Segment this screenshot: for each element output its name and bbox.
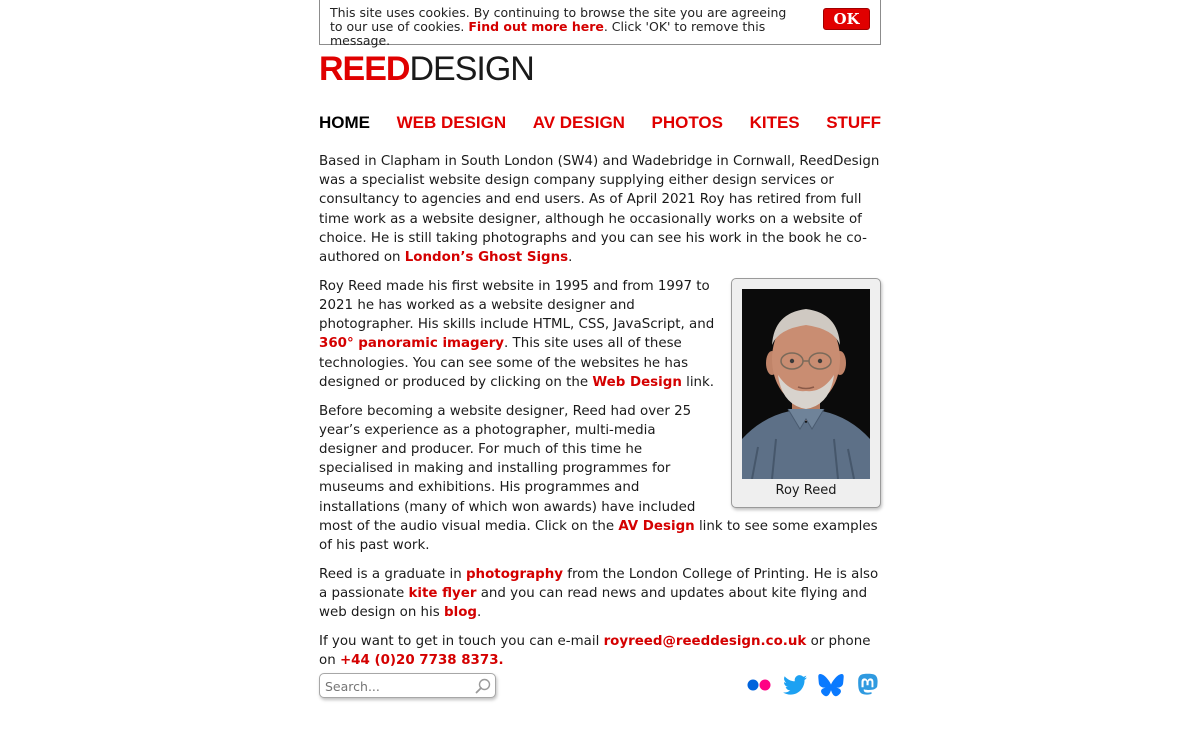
portrait-photo: [742, 289, 870, 479]
nav-av-design[interactable]: AV DESIGN: [532, 113, 625, 132]
kite-flyer-link[interactable]: kite flyer: [408, 586, 477, 602]
page: [319, 0, 881, 670]
bio-paragraph: Roy Reed made his first website in 1995 and from 1997 to 2021 he has worked as a website designer and photographer. His skills include HTML, CSS, JavaScript, and 360° panoramic imagery. This site uses all of these technologies. You can see some of the websites he has designed or produced by clicking on the Web Design link.: [319, 278, 715, 390]
photography-link[interactable]: photography: [465, 566, 563, 582]
nav-web-design[interactable]: WEB DESIGN: [396, 113, 507, 132]
twitter-icon: [781, 671, 809, 699]
flickr-icon: [745, 671, 773, 699]
search-input[interactable]: [325, 675, 475, 697]
web-design-link[interactable]: Web Design: [592, 374, 682, 390]
nav-home[interactable]: HOME: [319, 113, 370, 132]
cookie-text-after: . Click 'OK' to remove this message.: [330, 19, 766, 48]
search-box: [319, 673, 496, 698]
bluesky-link[interactable]: [817, 671, 845, 699]
bluesky-icon: [817, 671, 845, 699]
main-content: [319, 152, 881, 670]
nav-kites[interactable]: KITES: [749, 113, 800, 132]
logo-reed: REED: [319, 50, 410, 88]
nav-photos[interactable]: PHOTOS: [651, 113, 723, 132]
cookie-more-link[interactable]: Find out more here: [468, 19, 604, 34]
portrait-frame: [731, 278, 881, 508]
mastodon-icon: [853, 671, 881, 699]
contact-paragraph: If you want to get in touch you can e-mail royreed@reeddesign.co.uk or phone on +44 (0)20 7738 8373.: [319, 634, 871, 669]
ghost-signs-link[interactable]: London’s Ghost Signs: [404, 250, 569, 266]
nav-stuff[interactable]: STUFF: [826, 113, 881, 132]
mastodon-link[interactable]: [853, 671, 881, 699]
social-links: [745, 671, 881, 699]
history-paragraph: Before becoming a website designer, Reed had over 25 year’s experience as a photographer, multi-media designer and producer. For much of this time he specialised in making and installing programmes for museums and exhibitions. His programmes and installations (many of which won awards) have included most of the audio visual media. Click on the AV Design link to see some examples of his past work.: [319, 403, 878, 554]
twitter-link[interactable]: [781, 671, 809, 699]
phone-link[interactable]: +44 (0)20 7738 8373.: [339, 653, 504, 669]
intro-paragraph: Based in Clapham in South London (SW4) and Wadebridge in Cornwall, ReedDesign was a specialist website design company supplying either design services or consultancy to agencies and end users. As of April 2021 Roy has retired from full time work as a website designer, although he occasionally works on a website of choice. He is still taking photographs and you can see his work in the book he co-authored on London’s Ghost Signs.: [319, 154, 880, 266]
cookie-text: This site uses cookies. By continuing to browse the site you are agreeing to our use of cookies.: [330, 5, 787, 34]
main-nav: [319, 113, 881, 133]
cookie-ok-button[interactable]: OK: [823, 8, 870, 30]
flickr-link[interactable]: [745, 671, 773, 699]
blog-link[interactable]: blog: [444, 605, 477, 621]
cookie-banner: [319, 0, 881, 48]
search-icon[interactable]: [474, 677, 492, 695]
email-link[interactable]: royreed@reeddesign.co.uk: [603, 634, 807, 650]
site-logo[interactable]: [319, 50, 881, 88]
footer: [319, 671, 881, 701]
logo-design: DESIGN: [409, 50, 534, 88]
panoramic-link[interactable]: 360° panoramic imagery: [319, 336, 505, 352]
av-design-link[interactable]: AV Design: [618, 518, 695, 534]
graduate-paragraph: Reed is a graduate in photography from the London College of Printing. He is also a passionate kite flyer and you can read news and updates about kite flying and web design on his blog.: [319, 566, 879, 621]
portrait-caption: Roy Reed: [775, 482, 837, 498]
